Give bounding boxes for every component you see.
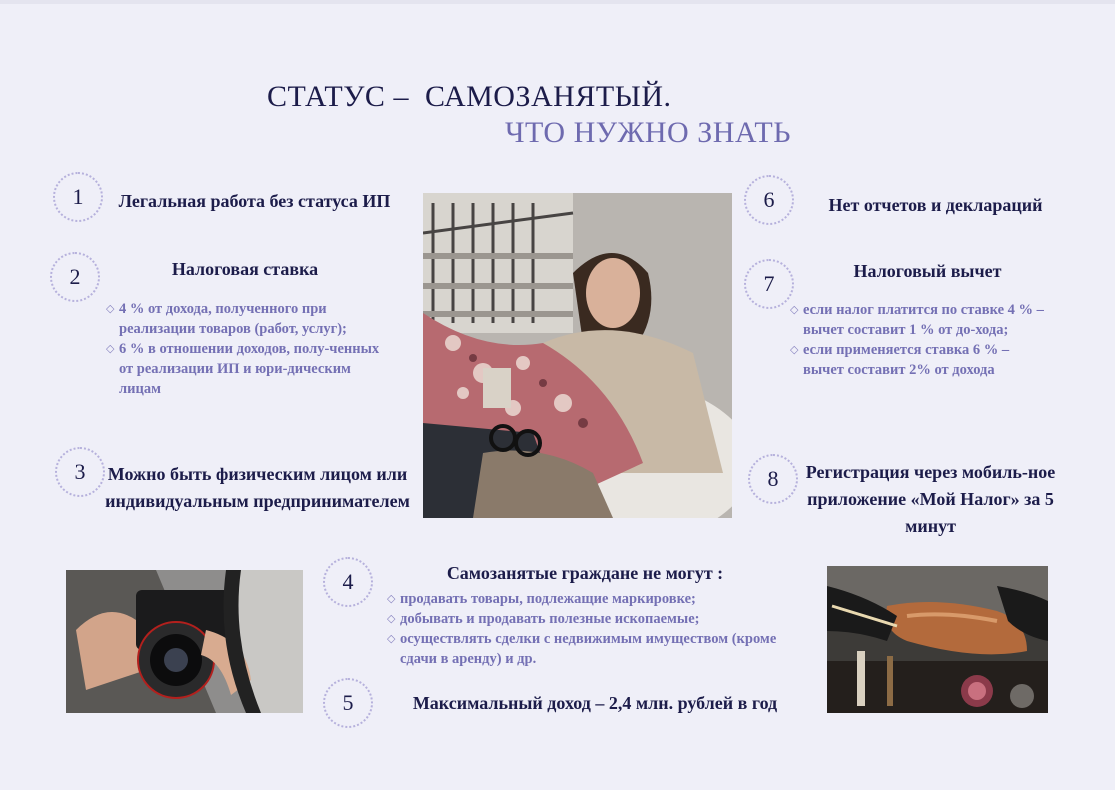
item-6-heading: Нет отчетов и деклараций	[828, 195, 1043, 215]
page-title: СТАТУС – САМОЗАНЯТЫЙ.	[267, 80, 672, 113]
number-badge-8: 8	[748, 454, 798, 504]
item-7-bullets	[790, 300, 1045, 380]
number-badge-7: 7	[744, 259, 794, 309]
item-4-heading: Самозанятые граждане не могут :	[446, 563, 724, 583]
item-2-bullets	[106, 299, 386, 399]
list-item: ◇ добывать и продавать полезные ископаемые;	[387, 609, 787, 629]
item-2-heading: Налоговая ставка	[171, 259, 319, 279]
number-badge-4: 4	[323, 557, 373, 607]
shoemaker-photo	[827, 566, 1048, 713]
camera-photo	[66, 570, 303, 713]
list-item: ◇ продавать товары, подлежащие маркировке;	[387, 589, 787, 609]
item-5-heading: Максимальный доход – 2,4 млн. рублей в год	[412, 693, 778, 713]
item-7-heading: Налоговый вычет	[853, 261, 1002, 281]
number-badge-6: 6	[744, 175, 794, 225]
number-badge-3: 3	[55, 447, 105, 497]
item-4-bullets	[387, 589, 787, 669]
number-badge-5: 5	[323, 678, 373, 728]
list-item: ◇ 6 % в отношении доходов, полу-ченных от реализации ИП и юри-дическим лицам	[106, 339, 386, 399]
number-badge-1: 1	[53, 172, 103, 222]
item-1-heading: Легальная работа без статуса ИП	[118, 191, 391, 211]
list-item: ◇ 4 % от дохода, полученного при реализации товаров (работ, услуг);	[106, 299, 386, 339]
seamstress-photo	[423, 193, 732, 518]
item-8-heading: Регистрация через мобиль-ное приложение «Мой Налог» за 5 минут	[805, 462, 1056, 536]
list-item: ◇ осуществлять сделки с недвижимым имуществом (кроме сдачи в аренду) и др.	[387, 629, 787, 669]
list-item: ◇ если применяется ставка 6 % – вычет составит 2% от дохода	[790, 340, 1045, 380]
page-subtitle: ЧТО НУЖНО ЗНАТЬ	[505, 116, 791, 149]
item-3-heading: Можно быть физическим лицом или индивидуальным предпринимателем	[105, 464, 410, 511]
list-item: ◇ если налог платится по ставке 4 % – вычет составит 1 % от до-хода;	[790, 300, 1045, 340]
number-badge-2: 2	[50, 252, 100, 302]
top-edge	[0, 0, 1115, 4]
